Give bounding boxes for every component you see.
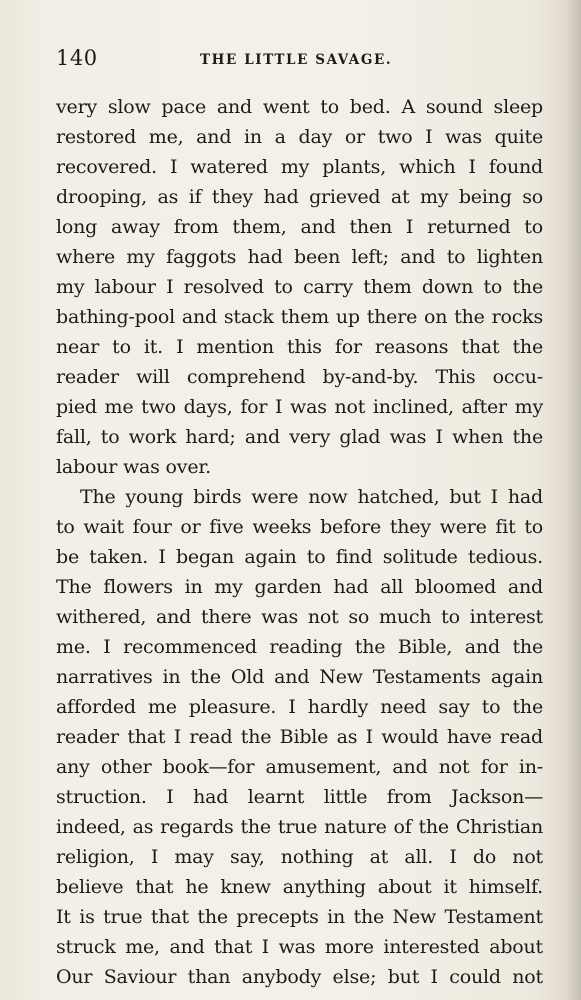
text-line: any other book—for amusement, and not for in- <box>56 756 543 778</box>
text-line: The young birds were now hatched, but I had <box>80 486 543 508</box>
text-line: to wait four or five weeks before they were fit to <box>56 516 543 538</box>
text-line: Our Saviour than anybody else; but I could not <box>56 966 543 988</box>
page-edge-shadow <box>567 0 581 1000</box>
text-line: fall, to work hard; and very glad was I when the <box>56 426 543 448</box>
text-line: drooping, as if they had grieved at my being so <box>56 186 543 208</box>
text-line: restored me, and in a day or two I was quite <box>56 126 543 148</box>
text-line: struction. I had learnt little from Jackson— <box>56 786 543 808</box>
text-line: indeed, as regards the true nature of the Christian <box>56 816 543 838</box>
text-line: me. I recommenced reading the Bible, and the <box>56 636 543 658</box>
text-line: believe that he knew anything about it himself. <box>56 876 543 898</box>
text-line: struck me, and that I was more interested about <box>56 936 543 958</box>
text-line: my labour I resolved to carry them down to the <box>56 276 543 298</box>
text-line: near to it. I mention this for reasons that the <box>56 336 543 358</box>
text-line: reader that I read the Bible as I would have read <box>56 726 543 748</box>
text-line: very slow pace and went to bed. A sound sleep <box>56 96 543 118</box>
running-title: THE LITTLE SAVAGE. <box>200 52 393 68</box>
text-line: It is true that the precepts in the New Testament <box>56 906 543 928</box>
text-line: pied me two days, for I was not inclined, after my <box>56 396 543 418</box>
text-line: The flowers in my garden had all bloomed and <box>56 576 543 598</box>
text-line: withered, and there was not so much to interest <box>56 606 543 628</box>
body-text <box>56 92 543 992</box>
text-line: recovered. I watered my plants, which I found <box>56 156 543 178</box>
page-number: 140 <box>56 46 98 70</box>
text-line: afforded me pleasure. I hardly need say to the <box>56 696 543 718</box>
text-line: narratives in the Old and New Testaments again <box>56 666 543 688</box>
text-line: bathing-pool and stack them up there on the rocks <box>56 306 543 328</box>
text-line: labour was over. <box>56 456 211 478</box>
text-line: long away from them, and then I returned to <box>56 216 543 238</box>
text-line: religion, I may say, nothing at all. I do not <box>56 846 543 868</box>
text-line: reader will comprehend by-and-by. This occu- <box>56 366 543 388</box>
text-line: be taken. I began again to find solitude tedious. <box>56 546 543 568</box>
text-line: where my faggots had been left; and to lighten <box>56 246 543 268</box>
